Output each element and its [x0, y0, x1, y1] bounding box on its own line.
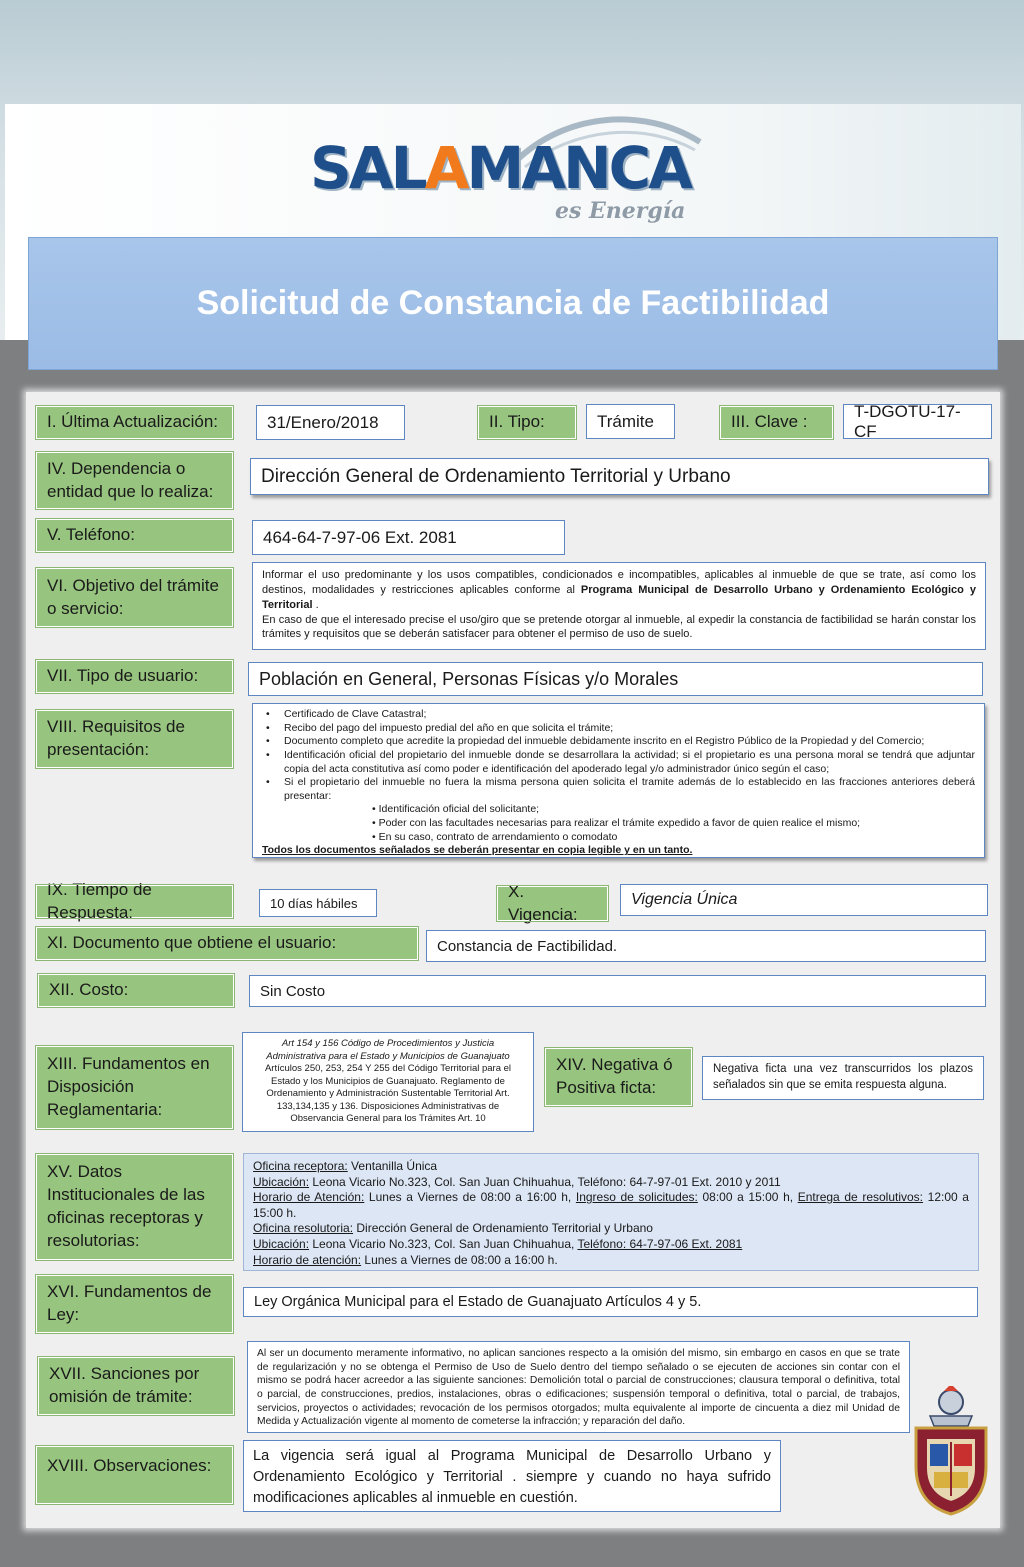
list-item: • Si el propietario del inmueble no fuera la misma persona quien solicita el tramite además de lo establecido en las fracciones anteriores deberá presentar: — [262, 776, 975, 803]
label-tiempo-respuesta: IX. Tiempo de Respuesta: — [36, 885, 233, 918]
label-observaciones: XVIII. Observaciones: — [36, 1446, 233, 1504]
value-ultima-actualizacion: 31/Enero/2018 — [256, 405, 405, 440]
requisitos-note: Todos los documentos señalados se deberán presentar en copia legible y en un tanto. — [262, 844, 693, 857]
list-item: • Identificación oficial del solicitante; — [372, 803, 975, 817]
municipal-crest-icon — [908, 1386, 994, 1518]
list-item: • Documento completo que acredite la propiedad del inmueble debidamente inscrito en el Registro Público de la Propiedad y del Comercio; — [262, 735, 975, 749]
label-objetivo: VI. Objetivo del trámite o servicio: — [36, 568, 233, 627]
label-requisitos: VIII. Requisitos de presentación: — [36, 710, 233, 768]
label-tipo: II. Tipo: — [478, 406, 576, 439]
value-costo: Sin Costo — [249, 975, 986, 1007]
value-objetivo: Informar el uso predominante y los usos compatibles, condicionados e incompatibles, aplicables al inmueble de que se trate, así como los destinos, modalidades y restricciones aplicables conforme al Programa Municipal de Desarrollo Urbano y Ordenamiento Ecológico y Territorial . En caso de que el interesado precise el uso/giro que se pretende otorgar al inmueble, al expedir la constancia de factibilidad se harán constar los trámites y requisitos que se deberán satisfacer para obtener el permiso de uso de suelo. — [252, 562, 986, 650]
title-box — [28, 237, 998, 370]
label-documento: XI. Documento que obtiene el usuario: — [36, 927, 418, 960]
list-item: • Recibo del pago del impuesto predial del año en que solicita el trámite; — [262, 722, 975, 736]
value-tipo: Trámite — [586, 404, 675, 439]
label-fundamentos-disposicion: XIII. Fundamentos en Disposición Reglamentaria: — [36, 1046, 233, 1129]
label-tipo-usuario: VII. Tipo de usuario: — [36, 660, 233, 693]
list-item: • Poder con las facultades necesarias para realizar el trámite expedido a favor de quien realice el mismo; — [372, 817, 975, 831]
requisitos-list — [262, 708, 975, 803]
list-item: • Identificación oficial del propietario del inmueble donde se desarrollara la actividad; si el propietario es una persona moral se tendrá que adjuntar copia del acta constitutiva así como poder e identificación del apoderado legal y/o administrador único según el caso; — [262, 749, 975, 776]
value-documento: Constancia de Factibilidad. — [426, 930, 986, 962]
label-ultima-actualizacion: I. Última Actualización: — [36, 406, 233, 439]
page-title: Solicitud de Constancia de Factibilidad — [196, 284, 830, 322]
logo-wordmark: SALAMANCA — [310, 134, 691, 202]
label-vigencia: X. Vigencia: — [497, 886, 608, 921]
list-item: • En su caso, contrato de arrendamiento o comodato — [372, 831, 975, 845]
label-costo: XII. Costo: — [38, 974, 234, 1007]
value-negativa: Negativa ficta una vez transcurridos los plazos señalados sin que se emita respuesta alguna. — [702, 1056, 984, 1100]
label-datos-institucionales: XV. Datos Institucionales de las oficinas receptoras y resolutorias: — [36, 1154, 233, 1260]
value-tiempo-respuesta: 10 días hábiles — [259, 889, 377, 917]
label-clave: III. Clave : — [720, 406, 833, 439]
logo-tagline: es Energía — [555, 198, 686, 224]
value-observaciones: La vigencia será igual al Programa Municipal de Desarrollo Urbano y Ordenamiento Ecológico y Territorial . siempre y cuando no haya sufrido modificaciones aplicables al inmueble en cuestión. — [243, 1440, 781, 1512]
label-telefono: V. Teléfono: — [36, 519, 233, 552]
list-item: • Certificado de Clave Catastral; — [262, 708, 975, 722]
value-datos-institucionales: Oficina receptora: Ventanilla Única Ubicación: Leona Vicario No.323, Col. San Juan Chihuahua, Teléfono: 64-7-97-01 Ext. 2010 y 2011 Horario de Atención: Lunes a Viernes de 08:00 a 16:00 h, Ingreso de solicitudes: 08:00 a 15:00 h, Entrega de resolutivos: 12:00 a 15:00 h. Oficina resolutoria: Dirección General de Ordenamiento Territorial y Urbano Ubicación: Leona Vicario No.323, Col. San Juan Chihuahua, Teléfono: 64-7-97-06 Ext. 2081 Horario de atención: Lunes a Viernes de 08:00 a 16:00 h. — [243, 1153, 979, 1271]
value-dependencia: Dirección General de Ordenamiento Territorial y Urbano — [250, 458, 989, 495]
value-fundamentos-ley: Ley Orgánica Municipal para el Estado de Guanajuato Artículos 4 y 5. — [243, 1287, 978, 1317]
label-sanciones: XVII. Sanciones por omisión de trámite: — [38, 1357, 234, 1415]
label-fundamentos-ley: XVI. Fundamentos de Ley: — [36, 1275, 233, 1333]
value-requisitos — [252, 703, 985, 858]
value-sanciones: Al ser un documento meramente informativo, no aplican sanciones respecto a la omisión del mismo, sin embargo en casos en que se trate de regularización y no se obtenga el Permiso de Uso de Suelo dentro del tiempo señalado o se ejecuten de acciones sin contar con el mismo se podrá hacer acreedor a las siguiente sanciones: Demolición total o parcial de construcciones; clausura temporal o definitiva, total o parcial, de construcciones, predios, instalaciones, obras o edificaciones; suspensión temporal o definitiva, total o parcial, de trabajos, servicios, proyectos o actividades; revocación de los permisos otorgados; multa equivalente al importe de cincuenta a diez mil Unidad de Medida y Actualización vigente al momento de cometerse la infracción; y reparación del daño. — [247, 1341, 910, 1433]
requisitos-sublist — [262, 803, 975, 844]
value-fundamentos-disposicion: Art 154 y 156 Código de Procedimientos y Justicia Administrativa para el Estado y Municipios de Guanajuato Artículos 250, 253, 254 Y 255 del Código Territorial para el Estado y los Municipios de Guanajuato. Reglamento de Ordenamiento y Administración Sustentable Territorial Art. 133,134,135 y 136. Disposiciones Administrativas de Observancia General para los Trámites Art. 10 — [242, 1032, 534, 1132]
value-vigencia: Vigencia Única — [620, 884, 988, 916]
value-telefono: 464-64-7-97-06 Ext. 2081 — [252, 520, 565, 555]
value-clave: T-DGOTU-17-CF — [843, 404, 992, 439]
label-negativa: XIV. Negativa ó Positiva ficta: — [545, 1048, 692, 1106]
salamanca-logo — [305, 112, 705, 236]
label-dependencia: IV. Dependencia o entidad que lo realiza: — [36, 452, 233, 509]
value-tipo-usuario: Población en General, Personas Físicas y/o Morales — [248, 662, 983, 696]
